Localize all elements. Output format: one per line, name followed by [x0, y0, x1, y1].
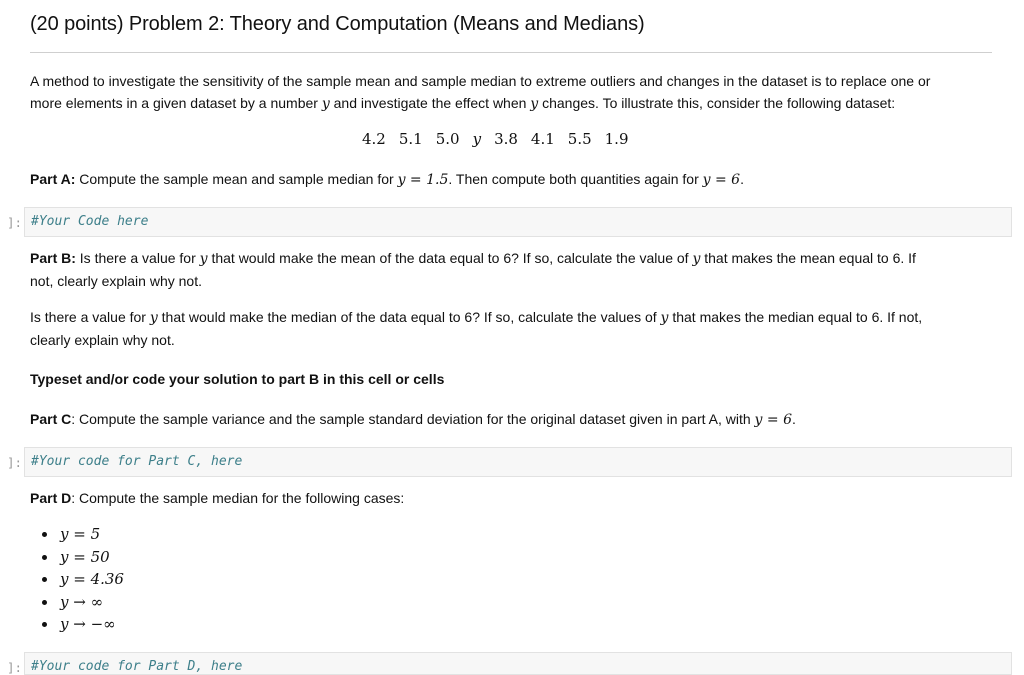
dataset-value: 5.1 [398, 130, 423, 148]
cell-prompt: ]: [6, 455, 22, 470]
part-b-text: that makes the median equal to 6. If not, [668, 309, 923, 325]
list-item: • y = 5 [58, 523, 124, 546]
part-a-text: . Then compute both quantities again for [448, 171, 703, 187]
part-b-text: that makes the mean equal to 6. If [700, 250, 916, 266]
intro-paragraph [30, 70, 990, 115]
part-c-paragraph [30, 408, 990, 431]
dataset-value: 5.0 [435, 130, 460, 148]
math-var-y: y [321, 96, 330, 112]
part-b-text: clearly explain why not. [30, 332, 175, 348]
dataset-value: 4.2 [362, 130, 386, 148]
math-equation: y = 1.5 [397, 172, 449, 188]
dataset-value: 3.8 [494, 130, 518, 148]
dataset-value: 1.9 [604, 130, 629, 148]
part-b-text: Is there a value for [75, 250, 200, 266]
list-item: • y = 4.36 [58, 568, 124, 591]
part-a-paragraph [30, 168, 990, 191]
part-b-text: not, clearly explain why not. [30, 273, 202, 289]
cell-prompt: ]: [6, 215, 22, 230]
list-item: • y → ∞ [58, 591, 124, 614]
dataset-display [362, 130, 642, 148]
code-cell-part-a[interactable] [24, 207, 1012, 237]
part-a-label: Part A: [30, 171, 76, 187]
part-c-text: : Compute the sample variance and the sample standard deviation for the original dataset given in part A, with [71, 411, 755, 427]
math-equation: y = 6 [702, 172, 741, 188]
title-divider [30, 52, 992, 53]
intro-text: changes. To illustrate this, consider the following dataset: [538, 95, 896, 111]
code-text[interactable]: #Your code for Part D, here [31, 659, 243, 674]
part-a-text: Compute the sample mean and sample median for [75, 171, 398, 187]
part-b-text: Is there a value for [30, 309, 150, 325]
math-var-y: y [149, 310, 158, 326]
part-d-text: : Compute the sample median for the following cases: [71, 490, 405, 506]
cell-prompt: ]: [6, 660, 22, 675]
part-b-text: that would make the median of the data equal to 6? If so, calculate the values of [157, 309, 661, 325]
intro-text: and investigate the effect when [329, 95, 531, 111]
part-b-paragraph-1 [30, 247, 990, 292]
part-b-label: Part B: [30, 250, 76, 266]
part-b-paragraph-2 [30, 306, 990, 351]
dataset-value: 5.5 [567, 130, 592, 148]
part-b-instruction [30, 368, 990, 390]
problem-title: (20 points) Problem 2: Theory and Computation (Means and Medians) [30, 13, 645, 35]
math-var-y: y [199, 251, 208, 267]
part-d-paragraph [30, 487, 990, 509]
part-b-instruction-text: Typeset and/or code your solution to part B in this cell or cells [30, 371, 445, 387]
intro-text: A method to investigate the sensitivity of the sample mean and sample median to extreme outliers and changes in the dataset is to replace one or [30, 73, 931, 89]
part-d-label: Part D [30, 490, 72, 506]
part-c-label: Part C [30, 411, 72, 427]
code-text[interactable]: #Your Code here [31, 214, 149, 229]
code-cell-part-c[interactable] [24, 447, 1012, 477]
intro-text: more elements in a given dataset by a number [30, 95, 322, 111]
math-var-y: y [660, 310, 669, 326]
part-b-text: that would make the mean of the data equal to 6? If so, calculate the value of [207, 250, 693, 266]
dataset-value: 4.1 [530, 130, 555, 148]
dataset-value: y [472, 130, 482, 148]
part-a-text: . [740, 171, 744, 187]
part-d-case-list [36, 523, 124, 636]
list-item: • y = 50 [58, 546, 124, 569]
code-text[interactable]: #Your code for Part C, here [31, 454, 243, 469]
code-cell-part-d[interactable] [24, 652, 1012, 675]
list-item: • y → −∞ [58, 613, 124, 636]
math-var-y: y [530, 96, 539, 112]
part-c-text: . [791, 411, 796, 427]
math-var-y: y [692, 251, 701, 267]
math-equation: y = 6 [754, 412, 792, 428]
